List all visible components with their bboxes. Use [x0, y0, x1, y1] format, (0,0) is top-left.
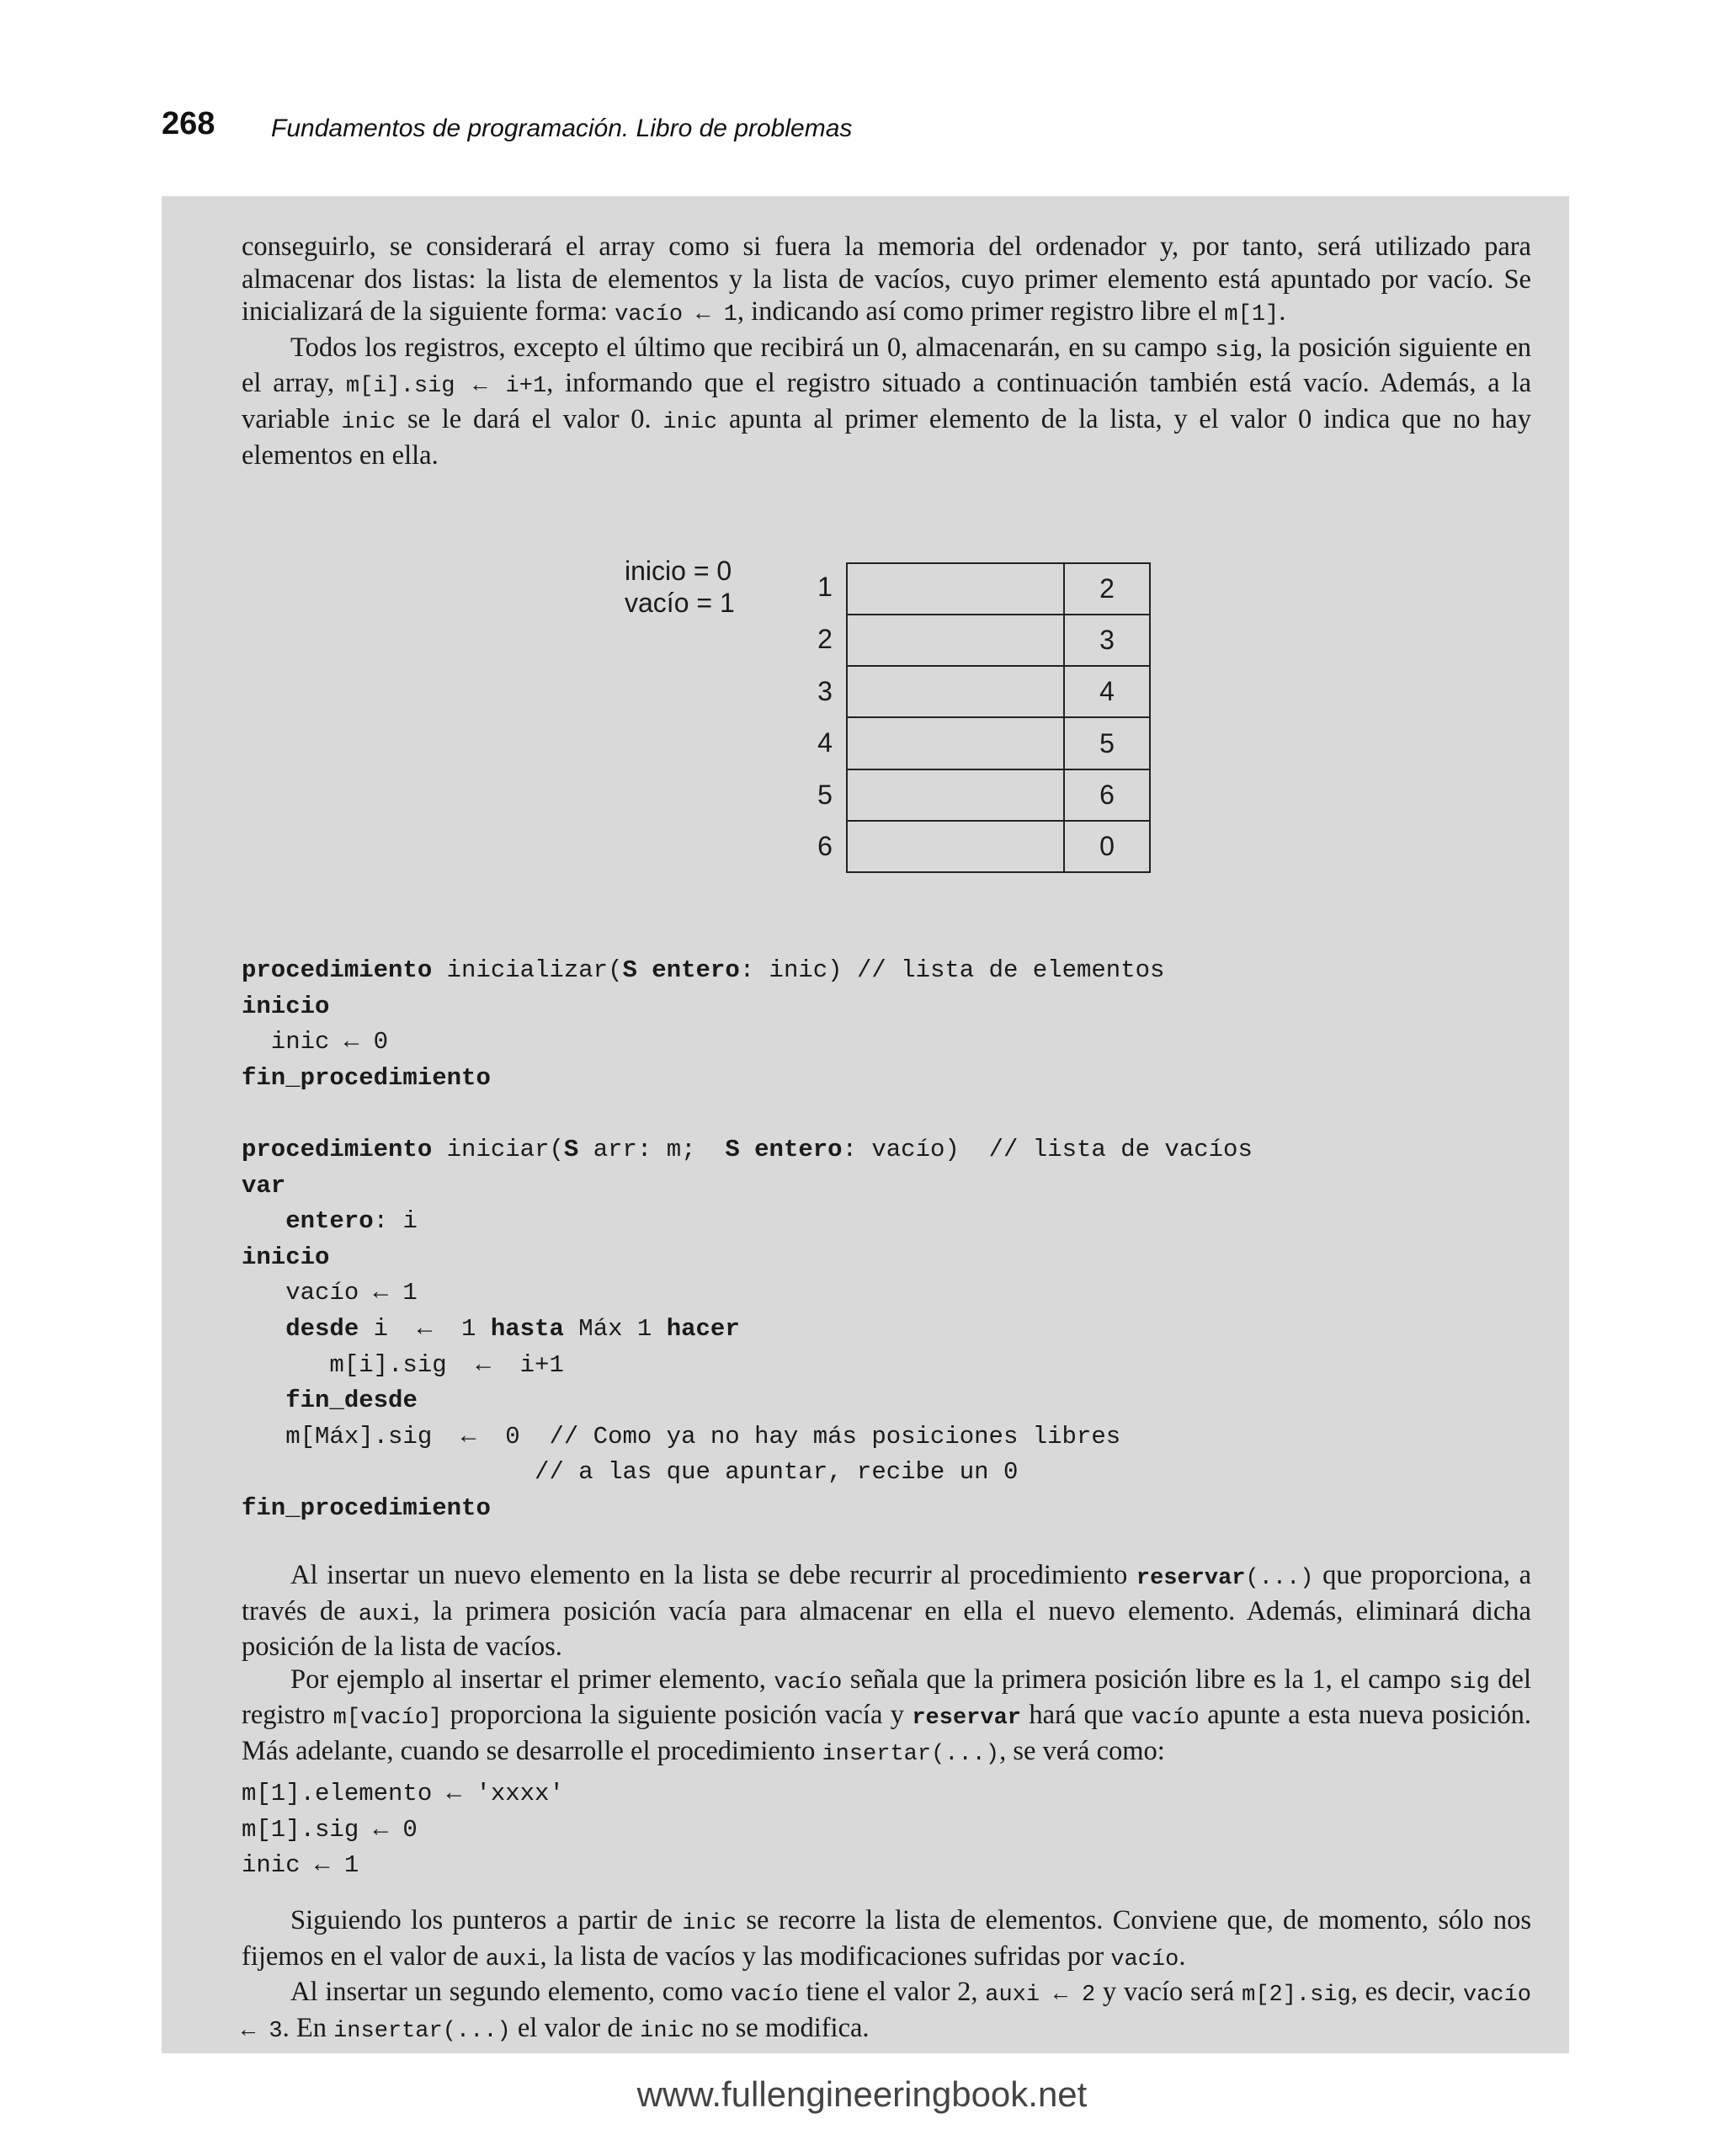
element-cell — [847, 563, 1064, 615]
inicio-label: inicio = 0 — [625, 556, 732, 586]
footer-url: www.fullengineeringbook.net — [636, 2074, 1088, 2114]
table-row — [847, 666, 1150, 717]
code-insert-example — [242, 1776, 564, 1884]
code-line: procedimiento iniciar(S arr: m; S entero: vacío) // lista de vacíos — [242, 1136, 1253, 1163]
middle-text — [242, 1559, 1531, 1771]
table-row — [847, 563, 1150, 615]
code-line: inic ← 1 — [242, 1851, 359, 1880]
code-line: m[1].elemento ← 'xxxx' — [242, 1780, 564, 1807]
code-line: entero: i — [285, 1207, 418, 1236]
table-row — [847, 717, 1150, 769]
content-panel — [162, 196, 1569, 2053]
table-row — [847, 821, 1150, 872]
element-cell — [847, 769, 1064, 821]
element-cell — [847, 666, 1064, 717]
sig-cell: 4 — [1064, 666, 1150, 717]
code-line: procedimiento inicializar(S entero: inic) // lista de elementos — [242, 956, 1165, 984]
row-index: 2 — [817, 624, 833, 654]
sig-cell: 6 — [1064, 769, 1150, 821]
code-line: inicio — [242, 1243, 330, 1271]
code-line: desde i ← 1 hasta Máx 1 hacer — [285, 1314, 740, 1343]
page-number: 268 — [162, 106, 216, 141]
table-row — [847, 769, 1150, 821]
paragraph-2: Todos los registros, excepto el último que recibirá un 0, almacenarán, en su campo sig, la posición siguiente en el array, m[i].sig ← i+1, informando que el registro situado a continuación también está vacío. Además, a la variable inic se le dará el valor 0. inic apunta al primer elemento de la lista, y el valor 0 indica que no hay elementos en ella. — [242, 332, 1532, 471]
element-cell — [847, 717, 1064, 769]
paragraph-5: Siguiendo los punteros a partir de inic se recorre la lista de elementos. Conviene que, de momento, sólo nos fijemos en el valor de auxi, la lista de vacíos y las modificaciones sufridas por vacío. — [242, 1905, 1531, 1972]
code-line: m[Máx].sig ← 0 // Como ya no hay más posiciones libres — [242, 1422, 1121, 1451]
code-line: inic ← 0 — [242, 1028, 389, 1057]
bottom-text — [242, 1904, 1531, 2047]
element-cell — [847, 615, 1064, 666]
intro-text — [242, 231, 1531, 471]
code-line: vacío ← 1 — [242, 1279, 418, 1307]
row-index: 1 — [817, 572, 833, 602]
paragraph-6: Al insertar un segundo elemento, como vacío tiene el valor 2, auxi ← 2 y vacío será m[2].sig, es decir, vacío ← 3. En insertar(...) el valor de inic no se modifica. — [242, 1977, 1531, 2044]
row-index: 4 — [817, 727, 833, 758]
code-line: fin_desde — [285, 1387, 418, 1415]
code-line: inicio — [242, 992, 330, 1020]
sig-cell: 5 — [1064, 717, 1150, 769]
sig-cell: 2 — [1064, 563, 1150, 615]
memory-table — [846, 562, 1151, 873]
code-inicializar — [242, 953, 1164, 1096]
code-line: // a las que apuntar, recibe un 0 — [242, 1458, 1019, 1487]
row-index: 3 — [817, 676, 833, 706]
paragraph-3: Al insertar un nuevo elemento en la lista se debe recurrir al procedimiento reservar(...) que proporciona, a través de auxi, la primera posición vacía para almacenar en ella el nuevo elemento. Además, eliminará dicha posición de la lista de vacíos. — [242, 1560, 1531, 1663]
row-index: 5 — [817, 780, 833, 810]
sig-cell: 0 — [1064, 821, 1150, 872]
code-line: fin_procedimiento — [242, 1493, 491, 1522]
code-iniciar — [242, 1132, 1253, 1527]
book-title: Fundamentos de programación. Libro de problemas — [271, 114, 853, 142]
paragraph-1: conseguirlo, se considerará el array como si fuera la memoria del ordenador y, por tanto, será utilizado para almacenar dos listas: la lista de elementos y la lista de vacíos, cuyo primer elemento está apuntado por vacío. Se inicializará de la siguiente forma: vacío ← 1, indicando así como primer registro libre el m[1]. — [242, 232, 1531, 328]
paragraph-4: Por ejemplo al insertar el primer elemento, vacío señala que la primera posición libre es la 1, el campo sig del registro m[vacío] proporciona la siguiente posición vacía y reservar hará que vacío apunte a esta nueva posición. Más adelante, cuando se desarrolle el procedimiento insertar(...), se verá como: — [242, 1664, 1531, 1767]
code-line: var — [242, 1171, 286, 1200]
code-line: m[1].sig ← 0 — [242, 1815, 418, 1844]
row-index: 6 — [817, 831, 833, 861]
element-cell — [847, 821, 1064, 872]
table-row — [847, 615, 1150, 666]
sig-cell: 3 — [1064, 615, 1150, 666]
vacio-label: vacío = 1 — [625, 588, 735, 618]
code-line: fin_procedimiento — [242, 1063, 491, 1092]
code-line: m[i].sig ← i+1 — [242, 1350, 564, 1379]
